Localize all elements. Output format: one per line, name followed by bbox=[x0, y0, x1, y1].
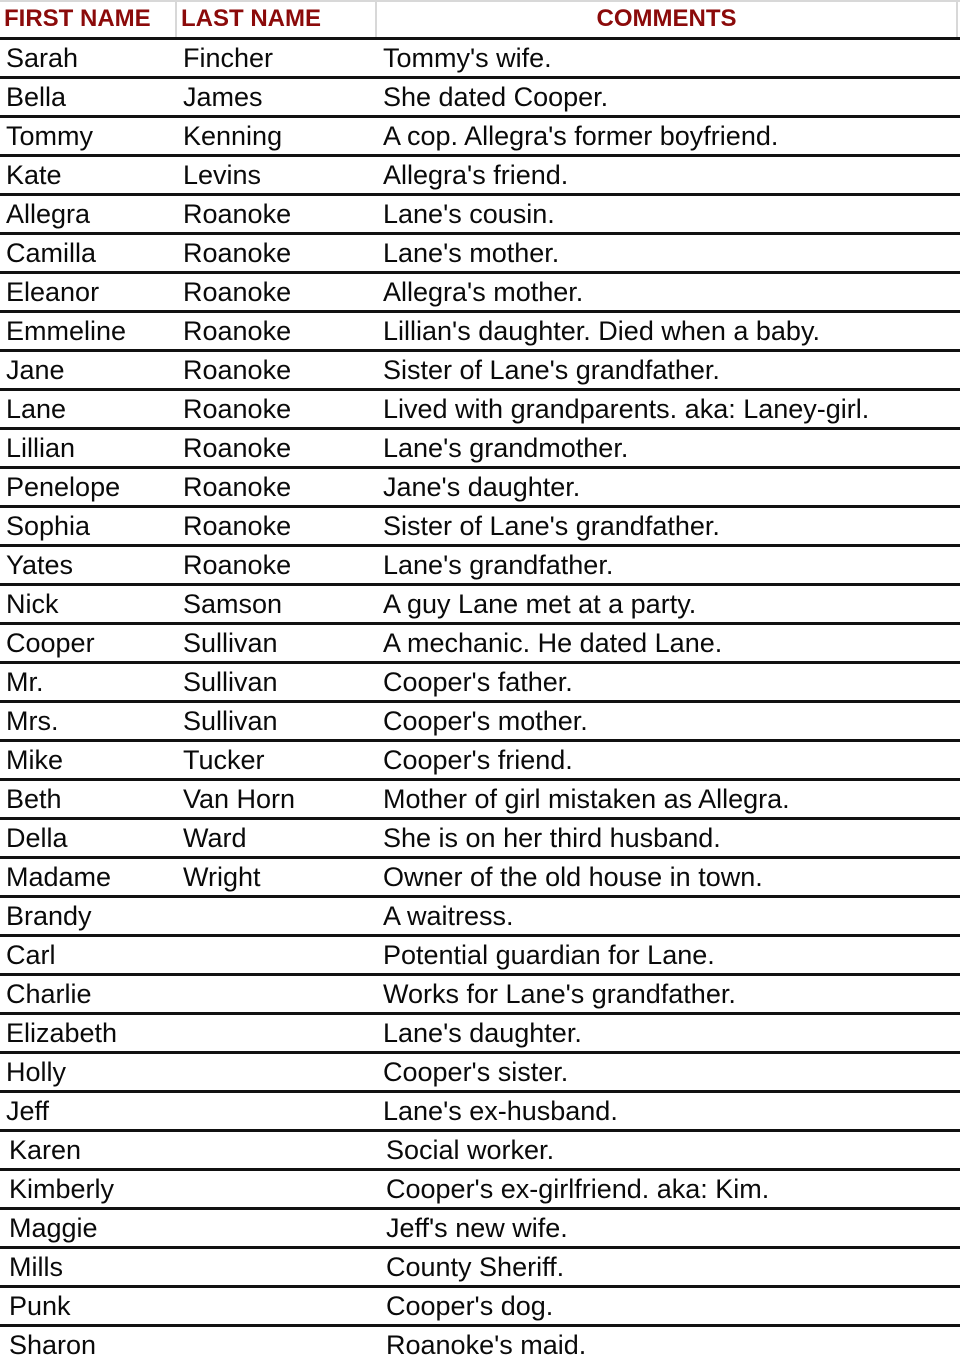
comment-cell: Cooper's dog. bbox=[386, 1291, 554, 1321]
last-name-cell bbox=[177, 1015, 377, 1051]
table-row bbox=[0, 1093, 960, 1132]
table-row bbox=[0, 1288, 960, 1327]
comment-cell: A guy Lane met at a party. bbox=[383, 589, 697, 619]
last-name-cell: Sullivan bbox=[183, 706, 278, 736]
comment-cell: Owner of the old house in town. bbox=[383, 862, 763, 892]
comment-cell: Jeff's new wife. bbox=[386, 1213, 568, 1243]
first-name-cell: Sophia bbox=[6, 511, 91, 541]
table-row bbox=[0, 586, 960, 625]
table-row bbox=[0, 781, 960, 820]
first-name-cell: Brandy bbox=[6, 901, 92, 931]
last-name-cell: Fincher bbox=[183, 43, 274, 73]
first-name-cell: Mr. bbox=[6, 667, 44, 697]
table-row bbox=[0, 391, 960, 430]
last-name-cell bbox=[177, 1327, 377, 1369]
last-name-cell bbox=[177, 976, 377, 1012]
table-row bbox=[0, 118, 960, 157]
table-row bbox=[0, 508, 960, 547]
first-name-cell: Yates bbox=[6, 550, 74, 580]
first-name-cell: Allegra bbox=[6, 199, 91, 229]
comment-cell: Mother of girl mistaken as Allegra. bbox=[383, 784, 790, 814]
last-name-cell: Roanoke bbox=[183, 472, 292, 502]
comment-cell: Lane's grandmother. bbox=[383, 433, 629, 463]
last-name-cell bbox=[177, 1288, 377, 1324]
first-name-cell: Jane bbox=[6, 355, 65, 385]
first-name-cell: Sharon bbox=[9, 1330, 97, 1360]
first-name-cell: Della bbox=[6, 823, 68, 853]
comment-cell: Sister of Lane's grandfather. bbox=[383, 355, 720, 385]
comment-cell: A mechanic. He dated Lane. bbox=[383, 628, 723, 658]
table-row bbox=[0, 352, 960, 391]
first-name-cell: Karen bbox=[9, 1135, 82, 1165]
first-name-cell: Mills bbox=[9, 1252, 63, 1282]
table-row bbox=[0, 820, 960, 859]
first-name-cell: Camilla bbox=[6, 238, 97, 268]
comment-cell: Lane's ex-husband. bbox=[383, 1096, 618, 1126]
comment-cell: Jane's daughter. bbox=[383, 472, 581, 502]
table-row bbox=[0, 742, 960, 781]
last-name-cell: Roanoke bbox=[183, 355, 292, 385]
table-row bbox=[0, 625, 960, 664]
first-name-cell: Kate bbox=[6, 160, 62, 190]
table-row bbox=[0, 79, 960, 118]
comment-cell: Lillian's daughter. Died when a baby. bbox=[383, 316, 820, 346]
comment-cell: A cop. Allegra's former boyfriend. bbox=[383, 121, 779, 151]
first-name-cell: Holly bbox=[6, 1057, 67, 1087]
comment-cell: County Sheriff. bbox=[386, 1252, 565, 1282]
last-name-cell: Roanoke bbox=[183, 433, 292, 463]
first-name-cell: Lillian bbox=[6, 433, 76, 463]
table-row bbox=[0, 898, 960, 937]
last-name-cell: Roanoke bbox=[183, 277, 292, 307]
table-body bbox=[0, 37, 960, 1369]
last-name-cell: Roanoke bbox=[183, 550, 292, 580]
first-name-cell: Mike bbox=[6, 745, 64, 775]
comment-cell: Cooper's friend. bbox=[383, 745, 573, 775]
last-name-cell: Roanoke bbox=[183, 316, 292, 346]
last-name-cell: Samson bbox=[183, 589, 283, 619]
first-name-cell: Lane bbox=[6, 394, 67, 424]
last-name-cell: Levins bbox=[183, 160, 262, 190]
table-row bbox=[0, 1327, 960, 1369]
table-row bbox=[0, 1171, 960, 1210]
comment-cell: Sister of Lane's grandfather. bbox=[383, 511, 720, 541]
last-name-cell bbox=[177, 1054, 377, 1090]
comment-cell: Lived with grandparents. aka: Laney-girl. bbox=[383, 394, 870, 424]
comment-cell: Social worker. bbox=[386, 1135, 555, 1165]
table-row bbox=[0, 313, 960, 352]
comment-cell: She dated Cooper. bbox=[383, 82, 609, 112]
table-row bbox=[0, 469, 960, 508]
last-name-cell: Kenning bbox=[183, 121, 283, 151]
table-row bbox=[0, 1054, 960, 1093]
comment-cell: Roanoke's maid. bbox=[386, 1330, 587, 1360]
first-name-cell: Kimberly bbox=[9, 1174, 115, 1204]
comment-cell: Lane's daughter. bbox=[383, 1018, 582, 1048]
comment-cell: Cooper's sister. bbox=[383, 1057, 569, 1087]
table-row bbox=[0, 196, 960, 235]
last-name-cell: Roanoke bbox=[183, 238, 292, 268]
comment-cell: Potential guardian for Lane. bbox=[383, 940, 715, 970]
table-row bbox=[0, 430, 960, 469]
header-first-name: FIRST NAME bbox=[0, 2, 177, 37]
last-name-cell bbox=[177, 1132, 377, 1168]
header-comments: COMMENTS bbox=[377, 2, 958, 37]
first-name-cell: Penelope bbox=[6, 472, 121, 502]
last-name-cell bbox=[177, 1171, 377, 1207]
comment-cell: Works for Lane's grandfather. bbox=[383, 979, 736, 1009]
header-last-name: LAST NAME bbox=[177, 2, 377, 37]
table-header bbox=[0, 0, 960, 37]
last-name-cell bbox=[177, 1093, 377, 1129]
last-name-cell: Wright bbox=[183, 862, 261, 892]
table-row bbox=[0, 547, 960, 586]
first-name-cell: Punk bbox=[9, 1291, 71, 1321]
table-row bbox=[0, 1249, 960, 1288]
comment-cell: Allegra's mother. bbox=[383, 277, 584, 307]
first-name-cell: Carl bbox=[6, 940, 56, 970]
table-row bbox=[0, 157, 960, 196]
last-name-cell: Van Horn bbox=[183, 784, 296, 814]
last-name-cell bbox=[177, 1210, 377, 1246]
first-name-cell: Madame bbox=[6, 862, 112, 892]
comment-cell: Cooper's father. bbox=[383, 667, 573, 697]
table-row bbox=[0, 937, 960, 976]
comment-cell: She is on her third husband. bbox=[383, 823, 721, 853]
first-name-cell: Charlie bbox=[6, 979, 92, 1009]
first-name-cell: Elizabeth bbox=[6, 1018, 118, 1048]
first-name-cell: Beth bbox=[6, 784, 62, 814]
comment-cell: Tommy's wife. bbox=[383, 43, 552, 73]
comment-cell: Lane's cousin. bbox=[383, 199, 555, 229]
last-name-cell: Roanoke bbox=[183, 511, 292, 541]
last-name-cell: Ward bbox=[183, 823, 247, 853]
last-name-cell: Sullivan bbox=[183, 667, 278, 697]
first-name-cell: Maggie bbox=[9, 1213, 98, 1243]
table-row bbox=[0, 40, 960, 79]
table-row bbox=[0, 1015, 960, 1054]
table-row bbox=[0, 235, 960, 274]
table-row bbox=[0, 1132, 960, 1171]
last-name-cell: Tucker bbox=[183, 745, 265, 775]
first-name-cell: Cooper bbox=[6, 628, 95, 658]
table-row bbox=[0, 859, 960, 898]
table-row bbox=[0, 274, 960, 313]
first-name-cell: Nick bbox=[6, 589, 59, 619]
first-name-cell: Jeff bbox=[6, 1096, 50, 1126]
first-name-cell: Sarah bbox=[6, 43, 79, 73]
last-name-cell: Sullivan bbox=[183, 628, 278, 658]
first-name-cell: Emmeline bbox=[6, 316, 127, 346]
comment-cell: Cooper's mother. bbox=[383, 706, 588, 736]
first-name-cell: Mrs. bbox=[6, 706, 59, 736]
first-name-cell: Bella bbox=[6, 82, 67, 112]
comment-cell: Lane's mother. bbox=[383, 238, 560, 268]
last-name-cell: James bbox=[183, 82, 263, 112]
table-row bbox=[0, 703, 960, 742]
table-row bbox=[0, 1210, 960, 1249]
comment-cell: Allegra's friend. bbox=[383, 160, 569, 190]
last-name-cell bbox=[177, 898, 377, 934]
last-name-cell: Roanoke bbox=[183, 199, 292, 229]
comment-cell: A waitress. bbox=[383, 901, 514, 931]
table-row bbox=[0, 976, 960, 1015]
last-name-cell: Roanoke bbox=[183, 394, 292, 424]
first-name-cell: Eleanor bbox=[6, 277, 100, 307]
last-name-cell bbox=[177, 937, 377, 973]
comment-cell: Cooper's ex-girlfriend. aka: Kim. bbox=[386, 1174, 770, 1204]
last-name-cell bbox=[177, 1249, 377, 1285]
table-row bbox=[0, 664, 960, 703]
first-name-cell: Tommy bbox=[6, 121, 93, 151]
comment-cell: Lane's grandfather. bbox=[383, 550, 614, 580]
